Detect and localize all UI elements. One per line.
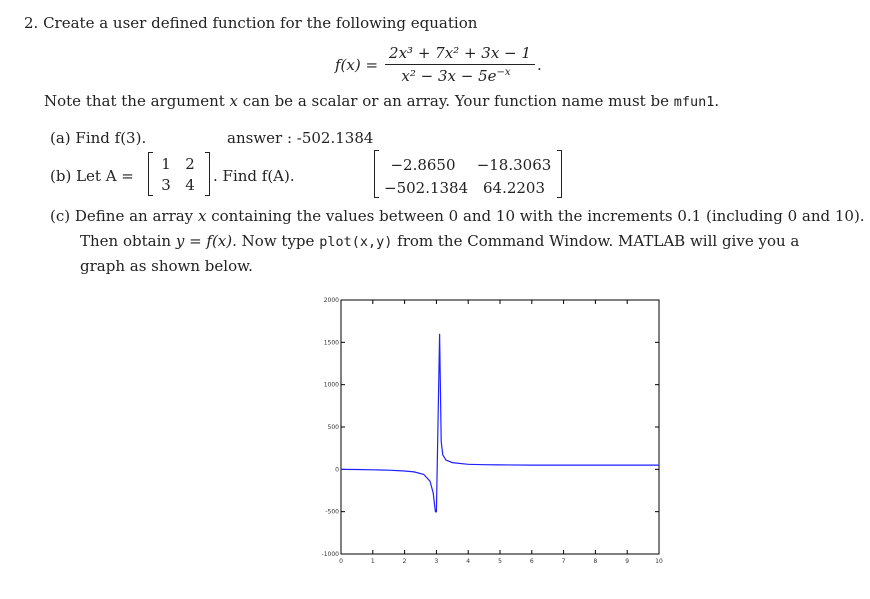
part-c-line2-a: Then obtain (80, 232, 172, 250)
plot-frame (341, 300, 659, 554)
part-c-line1-a: (c) Define an array (50, 207, 194, 225)
x-tick-label: 3 (434, 558, 439, 565)
note-end: . (714, 92, 720, 110)
x-tick-label: 4 (466, 558, 471, 565)
matrix-a-cell: 4 (185, 176, 195, 194)
result-cell: −18.3063 (476, 156, 552, 174)
problem-intro: 2. Create a user defined function for the following equation (24, 14, 478, 32)
part-b-find: . Find f(A). (213, 167, 295, 185)
x-tick-label: 5 (498, 558, 502, 565)
note-mid: can be a scalar or an array. Your function name must be (242, 92, 669, 110)
denominator-base: x² − 3x − 5e (401, 67, 497, 85)
result-cell: −2.8650 (390, 156, 456, 174)
equation-period: . (537, 56, 542, 74)
x-tick-label: 9 (625, 558, 630, 565)
equation-lhs: f(x) = (335, 56, 379, 74)
x-tick-label: 7 (561, 558, 566, 565)
part-c-line2-eq: y = f(x). (175, 232, 237, 250)
x-tick-label: 6 (529, 558, 534, 565)
x-tick-label: 8 (593, 558, 598, 565)
note-prefix: Note that the argument (44, 92, 225, 110)
part-c-line1-var: x (197, 207, 207, 225)
note-code: mfun1 (673, 94, 715, 110)
part-c-line2-code: plot(x,y) (319, 234, 393, 250)
matrix-a-cell: 1 (161, 155, 171, 173)
part-b-label: (b) Let A = (50, 167, 134, 185)
y-tick-label: 500 (327, 424, 339, 431)
result-cell: −502.1384 (384, 179, 469, 197)
part-c-line2-c: from the Command Window. MATLAB will give you a (397, 232, 800, 250)
part-a-label: (a) Find f(3). (50, 129, 147, 147)
part-c-line3: graph as shown below. (80, 257, 253, 275)
matrix-a-cell: 3 (161, 176, 171, 194)
result-cell: 64.2203 (482, 179, 546, 197)
x-tick-label: 10 (655, 558, 663, 565)
part-c-line2-b: Now type (241, 232, 315, 250)
matrix-a-cell: 2 (185, 155, 195, 173)
x-tick-label: 2 (402, 558, 407, 565)
y-tick-label: 2000 (323, 297, 339, 304)
y-tick-label: 0 (335, 466, 339, 474)
part-c-line1-b: containing the values between 0 and 10 with the increments 0.1 (including 0 and 10). (211, 207, 865, 225)
x-tick-label: 1 (370, 558, 375, 565)
y-tick-label: -1000 (321, 551, 339, 558)
part-a-answer: answer : -502.1384 (227, 129, 374, 147)
y-tick-label: -500 (325, 508, 339, 516)
denominator-exponent: −x (496, 67, 511, 78)
y-tick-label: 1000 (323, 381, 339, 389)
equation-numerator: 2x³ + 7x² + 3x − 1 (389, 44, 531, 62)
note-var: x (229, 92, 239, 110)
x-tick-label: 0 (339, 558, 343, 565)
y-tick-label: 1500 (323, 339, 339, 347)
